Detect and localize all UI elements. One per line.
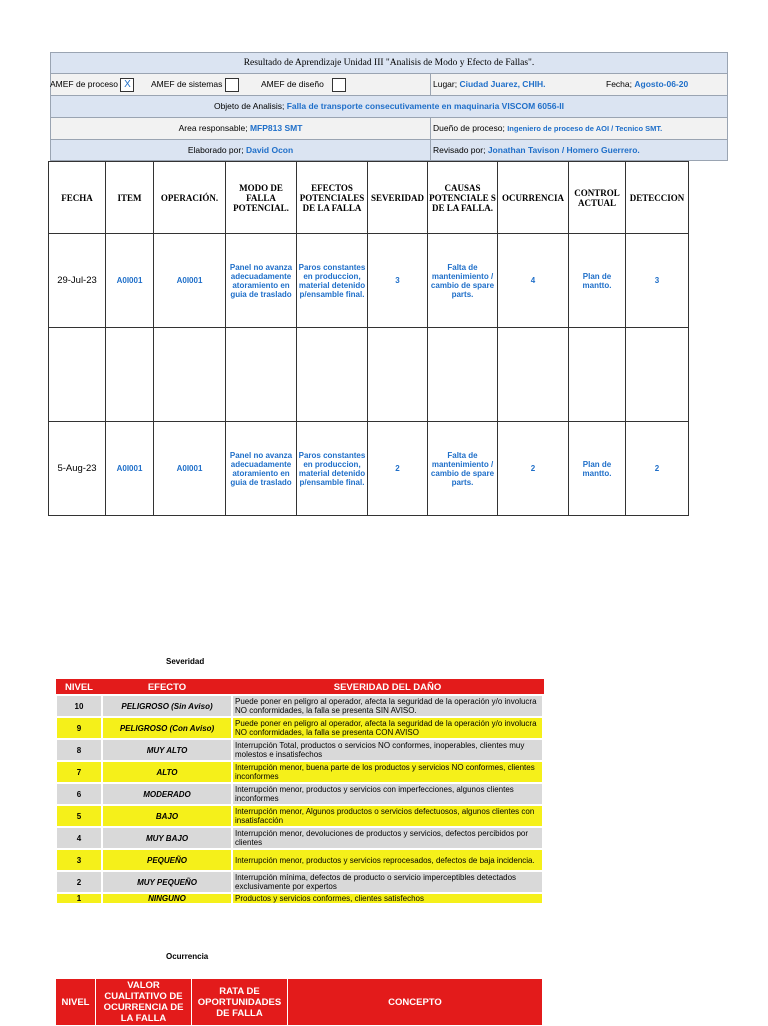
sev-desc: Interrupción menor, buena parte de los productos y servicios NO conformes, clientes inconformes xyxy=(232,761,543,783)
cell-empty xyxy=(106,328,154,422)
cell-empty xyxy=(368,328,428,422)
header-modo-falla: MODO DE FALLA POTENCIAL. xyxy=(226,162,297,234)
ocu-header-concepto: CONCEPTO xyxy=(288,979,543,1026)
fecha-label: Fecha; xyxy=(606,79,632,89)
sev-nivel: 1 xyxy=(56,893,102,904)
cell-modo-falla: Panel no avanza adecuadamente atoramiento en guia de traslado xyxy=(226,234,297,328)
sev-nivel: 4 xyxy=(56,827,102,849)
ocurrencia-table xyxy=(55,978,543,1026)
cell-fecha: 29-Jul-23 xyxy=(49,234,106,328)
table-row xyxy=(56,783,543,805)
lugar-label: Lugar; xyxy=(433,79,458,89)
ocurrencia-header-row xyxy=(56,979,543,1026)
amef-title: Resultado de Aprendizaje Unidad III "Analisis de Modo y Efecto de Fallas". xyxy=(50,52,728,74)
sev-desc: Interrupción Total, productos o servicios NO conformes, inoperables, clientes muy molestos e insatisfechos xyxy=(232,739,543,761)
sev-desc: Puede poner en peligro al operador, afecta la seguridad de la operación y/o involucra NO conformidades, la falla se presenta SIN AVISO. xyxy=(232,695,543,717)
cell-empty xyxy=(154,328,226,422)
ocu-header-nivel: NIVEL xyxy=(56,979,96,1026)
header-fecha: FECHA xyxy=(49,162,106,234)
table-row xyxy=(56,849,543,871)
cell-empty xyxy=(498,328,569,422)
dueno-value: Ingeniero de proceso de AOI / Tecnico SMT. xyxy=(507,124,663,133)
sev-nivel: 6 xyxy=(56,783,102,805)
sev-efecto: MUY ALTO xyxy=(102,739,232,761)
cell-efectos: Paros constantes en produccion, material detenido p/ensamble final. xyxy=(297,234,368,328)
table-row xyxy=(56,717,543,739)
cell-ocurrencia: 4 xyxy=(498,234,569,328)
dueno-label: Dueño de proceso; xyxy=(433,123,505,133)
amef-lugar xyxy=(430,74,545,95)
cell-efectos: Paros constantes en produccion, material detenido p/ensamble final. xyxy=(297,422,368,516)
cell-operacion: A0I001 xyxy=(154,234,226,328)
severidad-table xyxy=(55,679,544,905)
table-row xyxy=(49,328,689,422)
cell-control: Plan de mantto. xyxy=(569,422,626,516)
cell-empty xyxy=(297,328,368,422)
amef-objeto-row xyxy=(50,96,728,118)
amef-area xyxy=(51,118,430,139)
sev-efecto: ALTO xyxy=(102,761,232,783)
ocu-header-rata: RATA DE OPORTUNIDADES DE FALLA xyxy=(192,979,288,1026)
cell-modo-falla: Panel no avanza adecuadamente atoramiento en guia de traslado xyxy=(226,422,297,516)
amef-area-row xyxy=(50,118,728,140)
sev-desc: Interrupción mínima, defectos de producto o servicio imperceptibles detectados exclusivamente por expertos xyxy=(232,871,543,893)
amef-dueno xyxy=(430,118,662,139)
sev-header-nivel: NIVEL xyxy=(56,680,102,696)
sev-efecto: BAJO xyxy=(102,805,232,827)
area-label: Area responsable; xyxy=(178,123,248,133)
severidad-label: Severidad xyxy=(166,657,205,666)
sev-nivel: 2 xyxy=(56,871,102,893)
header-severidad: SEVERIDAD xyxy=(368,162,428,234)
header-control: CONTROL ACTUAL xyxy=(569,162,626,234)
sev-efecto: PEQUEÑO xyxy=(102,849,232,871)
cell-causas: Falta de mantenimiento / cambio de spare parts. xyxy=(428,422,498,516)
header-deteccion: DETECCION xyxy=(626,162,689,234)
cell-fecha: 5-Aug-23 xyxy=(49,422,106,516)
table-row xyxy=(56,893,543,904)
revisado-value: Jonathan Tavison / Homero Guerrero. xyxy=(487,145,640,155)
table-row xyxy=(49,422,689,516)
sev-efecto: MUY BAJO xyxy=(102,827,232,849)
severidad-header-row xyxy=(56,680,543,696)
elaborado-label: Elaborado por; xyxy=(187,145,244,155)
amef-proceso-checkbox[interactable]: X xyxy=(120,78,134,92)
cell-empty xyxy=(49,328,106,422)
amef-revisado xyxy=(430,140,640,160)
header-item: ITEM xyxy=(106,162,154,234)
amef-header-row xyxy=(49,162,689,234)
cell-operacion: A0I001 xyxy=(154,422,226,516)
cell-empty xyxy=(226,328,297,422)
table-row xyxy=(56,739,543,761)
revisado-label: Revisado por; xyxy=(433,145,486,155)
sev-desc: Puede poner en peligro al operador, afecta la seguridad de la operación y/o involucra NO conformidades, la falla se presenta CON AVISO xyxy=(232,717,543,739)
amef-diseno-checkbox[interactable] xyxy=(332,78,346,92)
sev-efecto: MUY PEQUEÑO xyxy=(102,871,232,893)
sev-nivel: 10 xyxy=(56,695,102,717)
cell-causas: Falta de mantenimiento / cambio de spare parts. xyxy=(428,234,498,328)
amef-type-row xyxy=(50,74,728,96)
table-row xyxy=(56,827,543,849)
sev-desc: Interrupción menor, devoluciones de productos y servicios, defectos percibidos por clientes xyxy=(232,827,543,849)
amef-fecha xyxy=(606,74,688,95)
table-row xyxy=(49,234,689,328)
cell-item: A0I001 xyxy=(106,234,154,328)
lugar-value: Ciudad Juarez, CHIH. xyxy=(459,79,546,89)
sev-desc: Interrupción menor, productos y servicios reprocesados, defectos de baja incidencia. xyxy=(232,849,543,871)
area-value: MFP813 SMT xyxy=(249,123,303,133)
amef-proceso-label: AMEF de proceso xyxy=(50,79,119,89)
sev-header-efecto: EFECTO xyxy=(102,680,232,696)
table-row xyxy=(56,871,543,893)
objeto-value: Falla de transporte consecutivamente en maquinaria VISCOM 6056-II xyxy=(286,101,565,111)
header-operacion: OPERACIÓN. xyxy=(154,162,226,234)
cell-control: Plan de mantto. xyxy=(569,234,626,328)
cell-deteccion: 2 xyxy=(626,422,689,516)
header-ocurrencia: OCURRENCIA xyxy=(498,162,569,234)
sev-efecto: PELIGROSO (Con Aviso) xyxy=(102,717,232,739)
header-causas: CAUSAS POTENCIALE S DE LA FALLA. xyxy=(428,162,498,234)
sev-header-dano: SEVERIDAD DEL DAÑO xyxy=(232,680,543,696)
table-row xyxy=(56,695,543,717)
amef-table xyxy=(48,161,689,516)
header-efectos: EFECTOS POTENCIALES DE LA FALLA xyxy=(297,162,368,234)
cell-empty xyxy=(569,328,626,422)
sev-desc: Interrupción menor, Algunos productos o servicios defectuosos, algunos clientes con insatisfacción xyxy=(232,805,543,827)
cell-item: A0I001 xyxy=(106,422,154,516)
sev-efecto: PELIGROSO (Sin Aviso) xyxy=(102,695,232,717)
sev-nivel: 9 xyxy=(56,717,102,739)
sev-efecto: MODERADO xyxy=(102,783,232,805)
ocu-header-valor: VALOR CUALITATIVO DE OCURRENCIA DE LA FALLA xyxy=(96,979,192,1026)
sev-nivel: 5 xyxy=(56,805,102,827)
objeto-label: Objeto de Analisis; xyxy=(213,101,285,111)
sev-desc: Interrupción menor, productos y servicios con imperfecciones, algunos clientes inconformes xyxy=(232,783,543,805)
amef-sistemas xyxy=(151,74,239,95)
amef-elaborado xyxy=(51,140,430,160)
sev-nivel: 3 xyxy=(56,849,102,871)
elaborado-value: David Ocon xyxy=(245,145,294,155)
amef-diseno-label: AMEF de diseño xyxy=(261,79,324,89)
amef-sistemas-label: AMEF de sistemas xyxy=(151,79,223,89)
amef-sistemas-checkbox[interactable] xyxy=(225,78,239,92)
sev-desc: Productos y servicios conformes, clientes satisfechos xyxy=(232,893,543,904)
sev-nivel: 8 xyxy=(56,739,102,761)
fecha-value: Agosto-06-20 xyxy=(634,79,689,89)
cell-deteccion: 3 xyxy=(626,234,689,328)
cell-severidad: 2 xyxy=(368,422,428,516)
table-row xyxy=(56,761,543,783)
cell-ocurrencia: 2 xyxy=(498,422,569,516)
amef-diseno xyxy=(261,74,346,95)
cell-severidad: 3 xyxy=(368,234,428,328)
sev-efecto: NINGUNO xyxy=(102,893,232,904)
cell-empty xyxy=(626,328,689,422)
ocurrencia-label: Ocurrencia xyxy=(166,952,209,961)
sev-nivel: 7 xyxy=(56,761,102,783)
cell-empty xyxy=(428,328,498,422)
amef-proceso xyxy=(50,74,134,95)
amef-elaborado-row xyxy=(50,140,728,161)
table-row xyxy=(56,805,543,827)
